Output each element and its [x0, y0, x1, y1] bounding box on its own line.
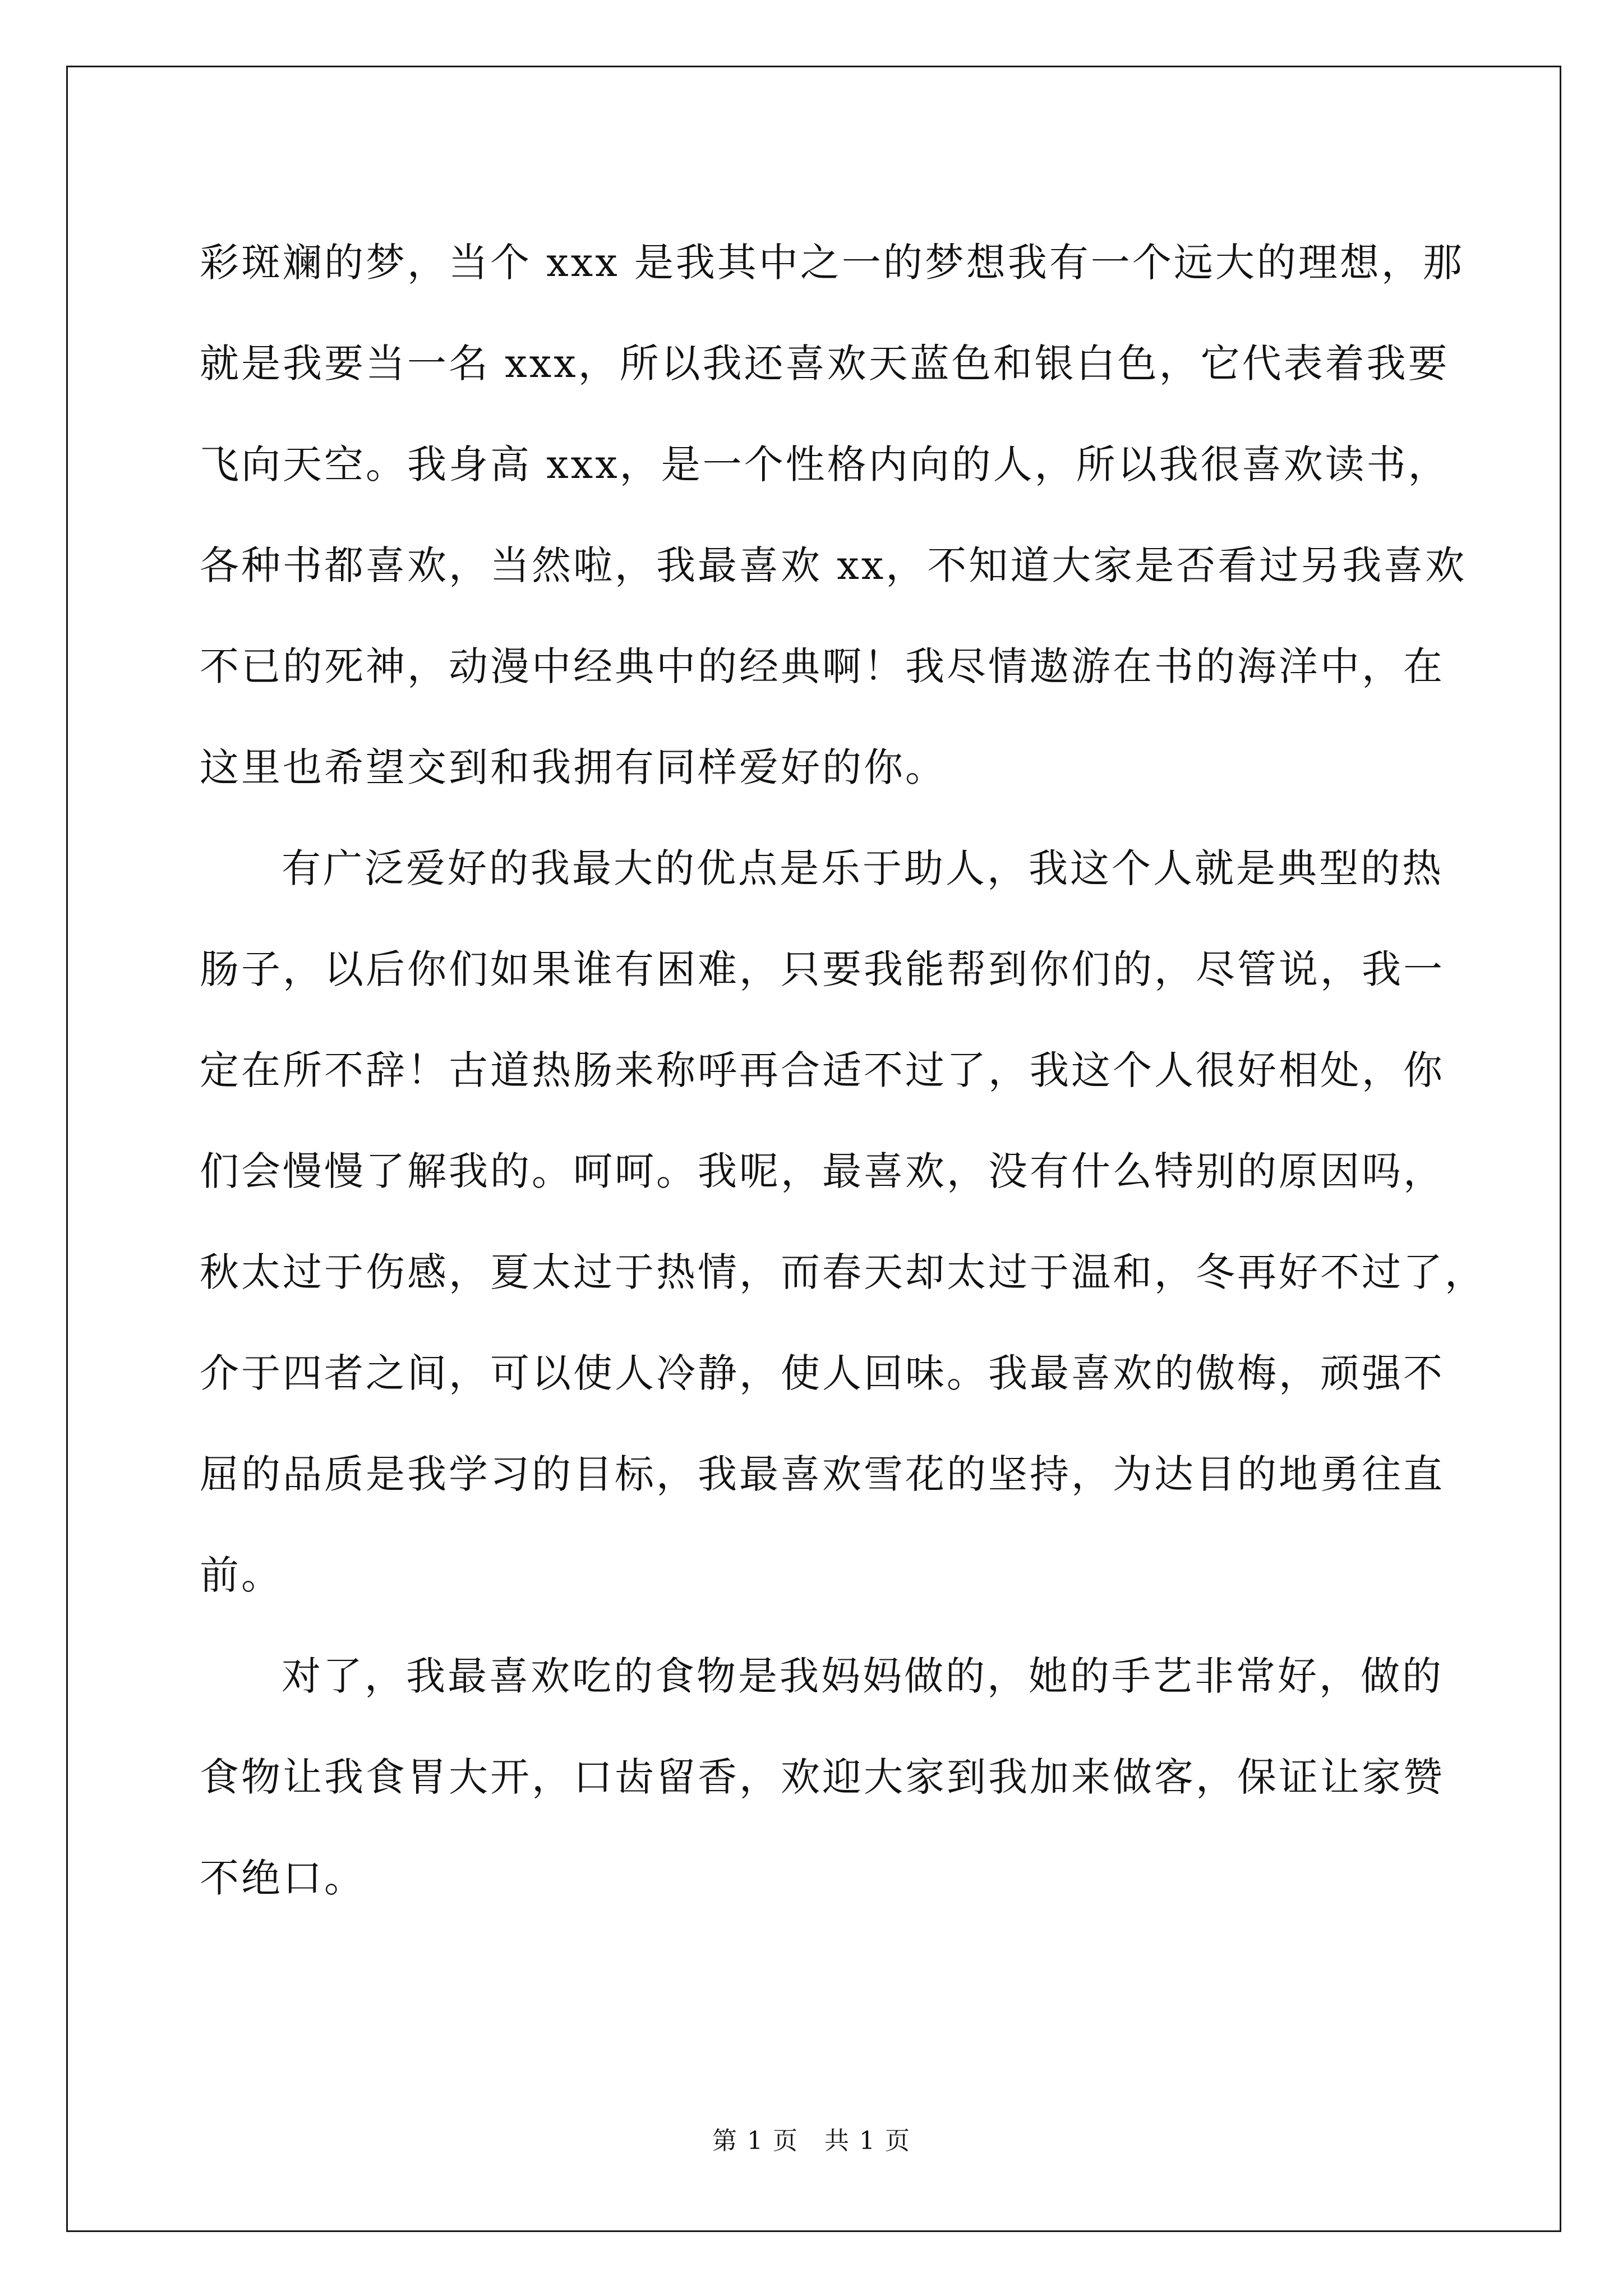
text-line: 这里也希望交到和我拥有同样爱好的你。 — [200, 744, 947, 790]
paragraph-start-line: 有广泛爱好的我最大的优点是乐于助人，我这个人就是典型的热 — [282, 845, 1444, 891]
page-number: 第 1 页 共 1 页 — [712, 2127, 911, 2155]
text-line: 定在所不辞！古道热肠来称呼再合适不过了，我这个人很好相处，你 — [200, 1047, 1445, 1093]
text-line: 介于四者之间，可以使人冷静，使人回味。我最喜欢的傲梅，顽强不 — [200, 1350, 1445, 1396]
text-line: 食物让我食胃大开，口齿留香，欢迎大家到我加来做客，保证让家赞 — [200, 1754, 1445, 1800]
text-line: 屈的品质是我学习的目标，我最喜欢雪花的坚持，为达目的地勇往直 — [200, 1451, 1445, 1497]
paragraph-start-line: 对了，我最喜欢吃的食物是我妈妈做的，她的手艺非常好，做的 — [282, 1653, 1444, 1699]
text-line: 不已的死神，动漫中经典中的经典啊！我尽情遨游在书的海洋中，在 — [200, 643, 1445, 689]
text-line: 不绝口。 — [200, 1855, 366, 1901]
text-line: 前。 — [200, 1552, 283, 1598]
text-line: 秋太过于伤感，夏太过于热情，而春天却太过于温和，冬再好不过了， — [200, 1249, 1486, 1295]
text-line: 飞向天空。我身高 xxx，是一个性格内向的人，所以我很喜欢读书， — [200, 441, 1450, 487]
text-line: 彩斑斓的梦，当个 xxx 是我其中之一的梦想我有一个远大的理想，那 — [200, 240, 1464, 286]
text-line: 各种书都喜欢，当然啦，我最喜欢 xx，不知道大家是否看过另我喜欢 — [200, 542, 1467, 588]
document-body — [200, 212, 1486, 1929]
text-line: 们会慢慢了解我的。呵呵。我呢，最喜欢，没有什么特别的原因吗， — [200, 1148, 1445, 1194]
text-line: 肠子，以后你们如果谁有困难，只要我能帮到你们的，尽管说，我一 — [200, 946, 1445, 992]
text-line: 就是我要当一名 xxx，所以我还喜欢天蓝色和银白色，它代表着我要 — [200, 341, 1450, 386]
